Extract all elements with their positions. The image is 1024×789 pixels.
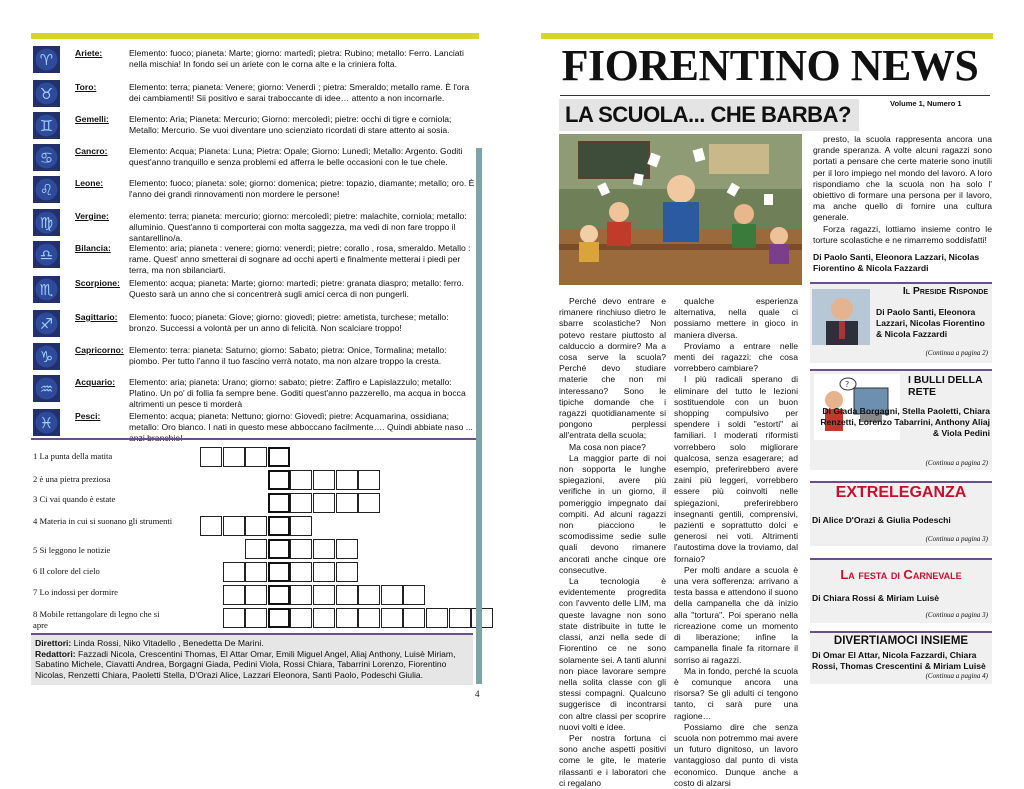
horoscope-row xyxy=(33,343,473,373)
svg-text:?: ? xyxy=(845,380,850,389)
horoscope-sign-name: Cancro: xyxy=(75,146,108,156)
crossword-cell[interactable] xyxy=(336,562,358,582)
crossword-cell[interactable] xyxy=(313,493,335,513)
sidebar-extreleganza-topline xyxy=(810,481,992,483)
crossword-cell[interactable] xyxy=(290,608,312,628)
sidebar-bulli-continue: (Continua a pagina 2) xyxy=(925,459,988,467)
crossword-clue: 3 Ci vai quando è estate xyxy=(33,494,116,504)
credits-box xyxy=(31,633,473,685)
horoscope-sign-description: Elemento: terra: pianeta: Saturno; giorno: Sabato; pietra: Onice, Tormalina; metallo: piombo. Per tutto l'anno il tuo fascino verrà notato, ma non alzare troppo la cresta. xyxy=(129,345,447,366)
article-column-2 xyxy=(674,296,798,789)
article-paragraph: La tecnologia è evidentemente progredita con l'avvento delle LIM, ma queste lavagne non sono state distribuite in tutte le classi, anzi nella sede di Fiorentino ce ne sono solamente sei. A tanti alunni non piace lavorare sempre nella solita classe con gli stessi compagni. Qualcuno suggerisce di incontrarsi con altre classi per scoprire nuovi volti e idee. xyxy=(559,576,666,732)
article-column-1 xyxy=(559,296,666,789)
crossword-cell[interactable] xyxy=(426,608,448,628)
horoscope-sign-description: Elemento: fuoco; pianeta: Giove; giorno: giovedì; pietre: ametista, turchese; metallo: bronzo. Successi a volontà per un anno di felicità. Non scalciare troppo! xyxy=(129,312,449,333)
svg-text:♒: ♒ xyxy=(39,380,54,398)
horoscope-sign-name: Gemelli: xyxy=(75,114,109,124)
crossword-cell[interactable] xyxy=(336,608,358,628)
svg-text:♑: ♑ xyxy=(39,348,54,366)
crossword-cell[interactable] xyxy=(268,585,290,605)
crossword-cell[interactable] xyxy=(268,470,290,490)
crossword-cell[interactable] xyxy=(268,447,290,467)
masthead-underline xyxy=(560,95,990,96)
crossword-cell[interactable] xyxy=(290,562,312,582)
crossword-cell[interactable] xyxy=(245,516,267,536)
article-paragraph: Proviamo a entrare nelle menti dei ragazzi: che cosa vorrebbero cambiare? xyxy=(674,340,798,374)
crossword-cell[interactable] xyxy=(200,516,222,536)
volume-number: Volume 1, Numero 1 xyxy=(890,99,962,108)
horoscope-sign-name: Vergine: xyxy=(75,211,109,221)
sidebar-divertiamoci-title: DIVERTIAMOCI INSIEME xyxy=(833,635,969,647)
top-rule-right xyxy=(541,33,993,39)
crossword-cell[interactable] xyxy=(358,493,380,513)
horoscope-sign-name: Sagittario: xyxy=(75,312,118,322)
crossword-clue: 8 Mobile rettangolare di legno che si apre xyxy=(33,609,160,630)
horoscope-sign-name: Toro: xyxy=(75,82,97,92)
sidebar-preside xyxy=(810,283,992,363)
sidebar-divertiamoci-continue: (Continua a pagina 4) xyxy=(925,672,988,680)
taurus-icon xyxy=(33,80,60,107)
crossword-cell[interactable] xyxy=(290,539,312,559)
svg-text:♍: ♍ xyxy=(39,214,54,232)
column-divider-bar xyxy=(476,148,482,684)
sidebar-bulli-byline: Di Giada Borgagni, Stella Paoletti, Chiara Renzetti, Lorenzo Tabarrini, Anthony Aliaj & Viola Pedini xyxy=(820,406,990,438)
svg-text:♊: ♊ xyxy=(39,117,54,135)
horoscope-row xyxy=(33,209,473,243)
crossword-cell[interactable] xyxy=(290,516,312,536)
article-paragraph: I più radicali sperano di eliminare del tutto le lezioni sostituendole con un buon shopping compulsivo per spendere i soldi "estorti" ai familiari. I moderati riformisti vorrebbero solo migliorare qualcosa, senza esagerare; ad esempio, preferirebbero avere zaini più leggeri, vorrebbero essere più coinvolti nelle spiegazioni, preferirebbero insegnanti gentili, comprensivi, pazienti e soprattutto dolci e generosi nei voti. Altrimenti l'autostima dove la troviamo, dal fornaio? xyxy=(674,374,798,564)
directors-label: Direttori: xyxy=(35,638,72,648)
aquarius-icon xyxy=(33,375,60,402)
article-headline: LA SCUOLA... CHE BARBA? xyxy=(565,102,851,127)
sidebar-carnevale-continue: (Continua a pagina 3) xyxy=(925,611,988,619)
svg-text:♌: ♌ xyxy=(39,181,54,199)
crossword-cell[interactable] xyxy=(336,585,358,605)
horoscope-sign-description: elemento: terra; pianeta: mercurio; giorno: mercoledì; pietre: malachite, corniola; metallo: alluminio. Quest'anno ti comporterai con molta saggezza, ma vedi di non fare troppo il santarellino/a. xyxy=(129,211,467,243)
leo-icon xyxy=(33,176,60,203)
horoscope-row xyxy=(33,276,473,306)
horoscope-row xyxy=(33,375,473,409)
crossword-cell[interactable] xyxy=(223,562,245,582)
horoscope-sign-description: Elemento: Acqua; Pianeta: Luna; Pietra: Opale; Giorno: Lunedì; Metallo: Argento. Goditi quest'anno tranquillo e senza problemi ed afferra le belle occasioni con le tue chele. xyxy=(129,146,463,167)
svg-text:♓: ♓ xyxy=(39,414,54,432)
svg-text:♈: ♈ xyxy=(39,51,54,69)
svg-text:♎: ♎ xyxy=(39,246,54,264)
sidebar-bulli-topline xyxy=(810,369,992,371)
article-paragraph: Forza ragazzi, lottiamo insieme contro le torture scolastiche e ne rimarremo soddisfatti! xyxy=(813,223,992,245)
editors-label: Redattori: xyxy=(35,648,76,659)
principal-photo xyxy=(812,289,870,345)
crossword-cell[interactable] xyxy=(358,585,380,605)
virgo-icon xyxy=(33,209,60,236)
crossword-cell[interactable] xyxy=(336,493,358,513)
libra-icon xyxy=(33,241,60,268)
crossword-cell[interactable] xyxy=(358,608,380,628)
crossword-clue: 1 La punta della matita xyxy=(33,451,113,461)
horoscope-sign-name: Capricorno: xyxy=(75,345,124,355)
crossword-cell[interactable] xyxy=(313,585,335,605)
crossword-clue: 2 è una pietra preziosa xyxy=(33,474,111,484)
sidebar-divertiamoci xyxy=(810,632,992,684)
newspaper-masthead: FIORENTINO NEWS xyxy=(561,41,979,90)
article-paragraph: La maggior parte di noi non sopporta le lunghe spiegazioni, avere più verifiche in un giorno, il pomeriggio impegnato dai compiti. Ad alcuni ragazzi non piacciono le scomodissime sedie sulle quali devono rimanere ancorati anche cinque ore consecutive. xyxy=(559,452,666,575)
crossword-cell[interactable] xyxy=(313,539,335,559)
crossword-cell[interactable] xyxy=(290,585,312,605)
sidebar-extreleganza-byline: Di Alice D'Orazi & Giulia Podeschi xyxy=(812,515,951,525)
horoscope-row xyxy=(33,310,473,340)
horoscope-row xyxy=(33,80,473,110)
crossword-cell[interactable] xyxy=(223,516,245,536)
crossword-cell[interactable] xyxy=(313,608,335,628)
sidebar-bulli xyxy=(810,370,992,470)
article-paragraph: Per nostra fortuna ci sono anche aspetti positivi come le gite, le materie rilassanti e i laboratori che ci regalano xyxy=(559,732,666,788)
scorpio-icon xyxy=(33,276,60,303)
crossword-divider xyxy=(31,438,479,440)
sagittarius-icon xyxy=(33,310,60,337)
crossword-cell[interactable] xyxy=(449,608,471,628)
horoscope-sign-name: Scorpione: xyxy=(75,278,120,288)
crossword-cell[interactable] xyxy=(313,562,335,582)
horoscope-row xyxy=(33,176,473,206)
sidebar-preside-byline: Di Paolo Santi, Eleonora Lazzari, Nicolas Fiorentino & Nicola Fazzardi xyxy=(876,307,985,339)
sidebar-carnevale-title: La festa di Carnevale xyxy=(840,567,962,582)
sidebar-extreleganza-continue: (Continua a pagina 3) xyxy=(925,535,988,543)
directors-list: Linda Rossi, Niko Vitadello , Benedetta De Marini. xyxy=(71,638,264,648)
horoscope-sign-description: Elemento: fuoco; pianeta: sole; giorno: domenica; pietre: topazio, diamante; metallo; oro. È l'anno dei grandi rinnovamenti non mordere le persone! xyxy=(129,178,475,199)
crossword-cell[interactable] xyxy=(381,608,403,628)
crossword-clue: 4 Materia in cui si suonano gli strumenti xyxy=(33,516,173,526)
sidebar-preside-topline xyxy=(810,282,992,284)
svg-text:♋: ♋ xyxy=(39,149,54,167)
crossword-cell[interactable] xyxy=(245,585,267,605)
crossword-cell[interactable] xyxy=(223,608,245,628)
sidebar-bulli-title: I BULLI DELLA RETE xyxy=(908,374,983,398)
aries-icon xyxy=(33,46,60,73)
crossword-clue: 5 Si leggono le notizie xyxy=(33,545,111,555)
crossword-cell[interactable] xyxy=(313,470,335,490)
crossword-cell[interactable] xyxy=(200,447,222,467)
sidebar-preside-title: Il Preside Risponde xyxy=(902,285,988,297)
article-paragraph: Possiamo dire che senza scuola non potremmo mai avere un futuro dignitoso, un lavoro vantaggioso dal punto di vista economico. Dunque anche a costo di alzarsi xyxy=(674,721,798,788)
horoscope-sign-description: Elemento: acqua; pianeta: Marte; giorno: martedì; pietre: granata diaspro; metallo: ferro. Questo sarà un anno che si concentrerà sugli amici cerca di non pungerli. xyxy=(129,278,464,299)
horoscope-sign-description: Elemento: aria; pianeta : venere; giorno: venerdì; pietre: corallo , rosa, smeraldo. Metallo : rame. Quest' anno smetterai di sognare ad occhi aperti e finalmente metterai i piedi per terra, ma non sbilanciarti. xyxy=(129,243,471,275)
top-rule-left xyxy=(31,33,479,39)
horoscope-row xyxy=(33,112,473,142)
sidebar-carnevale xyxy=(810,559,992,623)
crossword-cell[interactable] xyxy=(336,470,358,490)
crossword-cell[interactable] xyxy=(245,447,267,467)
crossword-clue: 6 Il colore del cielo xyxy=(33,566,100,576)
crossword-cell[interactable] xyxy=(223,585,245,605)
gemini-icon xyxy=(33,112,60,139)
crossword-cell[interactable] xyxy=(358,470,380,490)
horoscope-sign-description: Elemento: acqua; pianeta: Nettuno; giorno: Giovedì; pietre: Acquamarina, ossidiana; metallo: Oro bianco. I nati in questo mese abboccano facilmente…. Quindi abbiate naso ... xyxy=(129,411,473,432)
article-paragraph: presto, la scuola rappresenta ancora una grande speranza. A volte alcuni ragazzi sono portati a pensare che certe materie sono inutili per il loro impiego nel mondo del lavoro. A loro rispondiamo che la scuola non ha solo l' obiettivo di formare una persona per il lavoro, ma anche quello di fornire una cultura generale. xyxy=(813,134,992,223)
crossword-cell[interactable] xyxy=(245,562,267,582)
crossword-cell[interactable] xyxy=(471,608,493,628)
article-byline: Di Paolo Santi, Eleonora Lazzari, Nicolas Fiorentino & Nicola Fazzardi xyxy=(813,252,980,274)
crossword-cell[interactable] xyxy=(268,562,290,582)
horoscope-sign-description: Elemento: aria; pianeta: Urano; giorno: sabato; pietre: Zaffiro e Lapislazzulo; metallo: Platino. Un po' di follia fa sempre bene. Goditi quest'anno pazzerello, ma acqua in bocca altrimenti un pesce ti morderà xyxy=(129,377,466,409)
crossword-cell[interactable] xyxy=(290,493,312,513)
capricorn-icon xyxy=(33,343,60,370)
sidebar-divertiamoci-topline xyxy=(810,631,992,633)
crossword-cell[interactable] xyxy=(403,585,425,605)
crossword-cell[interactable] xyxy=(336,539,358,559)
horoscope-row xyxy=(33,241,473,275)
article-paragraph: Ma in fondo, perché la scuola è comunque ancora una risorsa? Se gli adulti ci tengono tanto, ci sarà pure una ragione… xyxy=(674,665,798,721)
crossword-cell[interactable] xyxy=(223,447,245,467)
horoscope-sign-name: Leone: xyxy=(75,178,104,188)
horoscope-sign-description: Elemento: Aria; Pianeta: Mercurio; Giorno: mercoledì; pietre: occhi di tigre e corniola; Metallo: Mercurio. Se vuoi diventare uno scienziato ricordati di stare attento ai sosia. xyxy=(129,114,452,135)
crossword-cell[interactable] xyxy=(403,608,425,628)
crossword-cell[interactable] xyxy=(290,470,312,490)
horoscope-sign-name: Acquario: xyxy=(75,377,116,387)
sidebar-extreleganza-title: EXTRELEGANZA xyxy=(835,484,967,501)
crossword-clue: 7 Lo indossi per dormire xyxy=(33,587,118,597)
sidebar-preside-continue: (Continua a pagina 2) xyxy=(925,349,988,357)
horoscope-sign-description: Elemento: fuoco; pianeta: Marte; giorno: martedì; pietra: Rubino; metallo: Ferro. Lanciati nella mischia! In fondo sei un ariete con le corna alte e la criniera folta. xyxy=(129,48,464,69)
horoscope-sign-name: Bilancia: xyxy=(75,243,111,253)
page-number: 4 xyxy=(475,689,480,699)
horoscope-row xyxy=(33,46,473,76)
horoscope-row xyxy=(33,144,473,174)
editors-list: Fazzadi Nicola, Crescentini Thomas, El Attar Omar, Emili Miguel Angel, Aliaj Anthony, Luisè Miriam, Sabatino Michele, Ciavatti Andrea, Borgagni Giada, Pedini Viola, Rossi Chiara, Tabarrini Lorenzo, Fiorentino Nicolas, Renzetti Chiara, Paoletti Stella, D'Orazi Alice, Lazzari Eleonora, Santi Paolo, Podeschi Giulia. xyxy=(35,648,456,680)
horoscope-row xyxy=(33,409,473,439)
crossword-cell[interactable] xyxy=(245,539,267,559)
article-paragraph: Per molti andare a scuola è una vera sofferenza: arrivano a testa bassa e attendono il suono della campanella che dà inizio alla "tortura". Poi sperano nella ricreazione come un momento di liberazione; infine la campanella finale fa ritornare il sorriso ai ragazzi. xyxy=(674,564,798,665)
svg-text:♏: ♏ xyxy=(39,281,54,299)
svg-text:♐: ♐ xyxy=(39,315,54,333)
horoscope-sign-name: Pesci: xyxy=(75,411,101,421)
cancer-icon xyxy=(33,144,60,171)
sidebar-divertiamoci-byline: Di Omar El Attar, Nicola Fazzardi, Chiara Rossi, Thomas Crescentini & Miriam Luisè xyxy=(812,650,986,671)
article-paragraph: qualche esperienza alternativa, nella quale ci possiamo mettere in gioco in maniera diversa. xyxy=(674,296,798,340)
pisces-icon xyxy=(33,409,60,436)
horoscope-sign-name: Ariete: xyxy=(75,48,103,58)
svg-text:♉: ♉ xyxy=(39,85,54,103)
classroom-cartoon-image xyxy=(559,134,802,285)
crossword-cell[interactable] xyxy=(268,539,290,559)
sidebar-carnevale-byline: Di Chiara Rossi & Miriam Luisè xyxy=(812,593,940,603)
article-column-3 xyxy=(813,134,992,274)
crossword-cell[interactable] xyxy=(268,516,290,536)
crossword-cell[interactable] xyxy=(268,608,290,628)
crossword-cell[interactable] xyxy=(381,585,403,605)
crossword-cell[interactable] xyxy=(245,608,267,628)
sidebar-carnevale-topline xyxy=(810,558,992,560)
horoscope-sign-description: Elemento: terra; pianeta: Venere; giorno: Venerdì ; pietra: Smeraldo; metallo rame. È l'ora dei cambiamenti! Sii positivo e sarai traboccante di idee… attento a non incornarle. xyxy=(129,82,470,103)
article-paragraph: Ma cosa non piace? xyxy=(569,441,646,452)
crossword-cell[interactable] xyxy=(268,493,290,513)
article-paragraph: Perché devo entrare e rimanere rinchiuso dietro le sbarre scolastiche? Non potevo restare piuttosto al calduccio a dormire? Ma a cosa serve la scuola? Perché devo studiare materie che non mi interessano? Sono le tipiche domande che i ragazzi quotidianamente si pongono perplessi all'entrata della scuola; xyxy=(559,296,666,441)
sidebar-extreleganza xyxy=(810,482,992,546)
